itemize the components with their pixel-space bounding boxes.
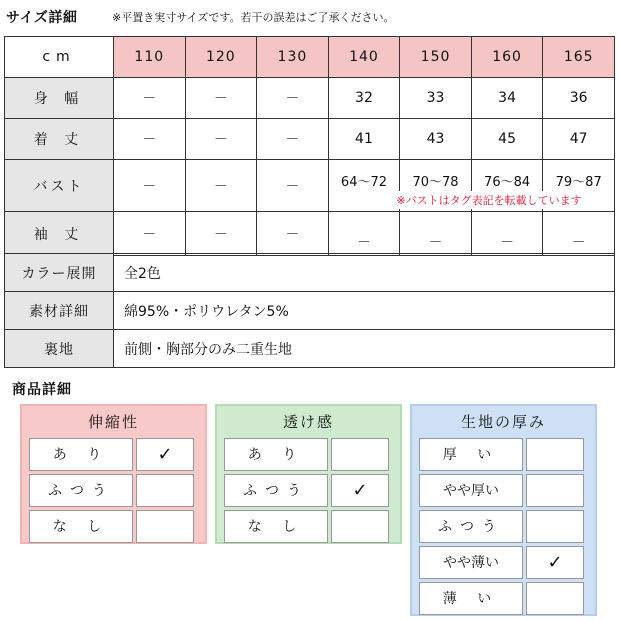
value-cell: － xyxy=(257,160,329,212)
sheerness-box xyxy=(215,404,402,544)
checkmark-icon: ✓ xyxy=(547,552,563,573)
size-cell: 120 xyxy=(185,37,257,78)
row-label: バスト xyxy=(5,160,114,212)
option-label: な し xyxy=(224,510,328,543)
value-cell: － xyxy=(114,119,186,160)
value-cell: － xyxy=(543,212,615,256)
stretch-box xyxy=(20,404,207,544)
option-label: ふつう xyxy=(419,510,523,543)
info-label: カラー展開 xyxy=(5,254,114,292)
option-label: あ り xyxy=(224,438,328,471)
stretch-title: 伸縮性 xyxy=(87,413,139,431)
table-row xyxy=(5,212,615,256)
value-cell: － xyxy=(114,78,186,119)
table-row xyxy=(5,78,615,119)
value-cell: － xyxy=(257,119,329,160)
value-cell: － xyxy=(185,119,257,160)
option-label: ふつう xyxy=(29,474,133,507)
info-value: 前側・胸部分のみ二重生地 xyxy=(114,330,615,368)
value-cell: 47 xyxy=(543,119,615,160)
checkmark-icon: ✓ xyxy=(352,480,368,501)
value-cell: － xyxy=(185,160,257,212)
info-label: 裏地 xyxy=(5,330,114,368)
value-cell: 33 xyxy=(400,78,472,119)
product-detail-title: 商品詳細 xyxy=(12,382,72,398)
table-row xyxy=(5,330,615,368)
option-label: やや厚い xyxy=(419,474,523,507)
value-cell: 36 xyxy=(543,78,615,119)
size-cell: 160 xyxy=(471,37,543,78)
value-cell: － xyxy=(114,212,186,256)
option-label: 薄 い xyxy=(419,582,523,615)
value-cell: － xyxy=(257,212,329,256)
thickness-box xyxy=(410,404,597,616)
size-cell: 110 xyxy=(114,37,186,78)
table-row xyxy=(5,254,615,292)
table-row xyxy=(5,292,615,330)
table-row xyxy=(5,119,615,160)
option-label: な し xyxy=(29,510,133,543)
value-cell: 43 xyxy=(400,119,472,160)
size-note: ※平置き実寸サイズです。若干の誤差はご了承ください。 xyxy=(112,11,395,24)
option-check-cell xyxy=(136,474,194,507)
sheerness-title: 透け感 xyxy=(282,413,334,431)
option-check-cell xyxy=(526,510,584,543)
bust-note: ※バストはタグ表記を転載しています xyxy=(370,191,608,209)
value-cell: 76〜84 xyxy=(471,160,543,212)
value-cell: 70〜78 xyxy=(400,160,472,212)
option-check-cell xyxy=(526,438,584,471)
option-check-cell xyxy=(136,438,194,471)
option-check-cell xyxy=(136,510,194,543)
option-check-cell xyxy=(526,582,584,615)
value-cell: － xyxy=(114,160,186,212)
thickness-title: 生地の厚み xyxy=(460,413,546,431)
option-check-cell xyxy=(526,546,584,579)
row-label: 着 丈 xyxy=(5,119,114,160)
size-cell: 150 xyxy=(400,37,472,78)
option-check-cell xyxy=(331,510,389,543)
size-detail-title: サイズ詳細 xyxy=(6,10,78,26)
size-cell: 140 xyxy=(328,37,400,78)
size-header-row xyxy=(5,37,615,78)
option-check-cell xyxy=(331,438,389,471)
info-label: 素材詳細 xyxy=(5,292,114,330)
unit-cell: cm xyxy=(5,37,114,78)
option-label: あ り xyxy=(29,438,133,471)
option-label: ふつう xyxy=(224,474,328,507)
value-cell: － xyxy=(185,78,257,119)
value-cell: － xyxy=(400,212,472,256)
row-label: 袖 丈 xyxy=(5,212,114,256)
value-cell: 34 xyxy=(471,78,543,119)
checkmark-icon: ✓ xyxy=(157,444,173,465)
option-label: やや薄い xyxy=(419,546,523,579)
value-cell: 45 xyxy=(471,119,543,160)
value-cell: 32 xyxy=(328,78,400,119)
option-check-cell xyxy=(331,474,389,507)
row-label: 身 幅 xyxy=(5,78,114,119)
info-table xyxy=(4,253,615,368)
value-cell: 79〜87 xyxy=(543,160,615,212)
option-check-cell xyxy=(526,474,584,507)
value-cell: － xyxy=(257,78,329,119)
value-cell: － xyxy=(185,212,257,256)
value-cell: 64〜72 xyxy=(328,160,400,212)
size-cell: 165 xyxy=(543,37,615,78)
value-cell: － xyxy=(471,212,543,256)
option-label: 厚 い xyxy=(419,438,523,471)
size-table xyxy=(4,36,615,256)
value-cell: 41 xyxy=(328,119,400,160)
size-cell: 130 xyxy=(257,37,329,78)
info-value: 全2色 xyxy=(114,254,615,292)
value-cell: － xyxy=(328,212,400,256)
info-value: 綿95%・ポリウレタン5% xyxy=(114,292,615,330)
